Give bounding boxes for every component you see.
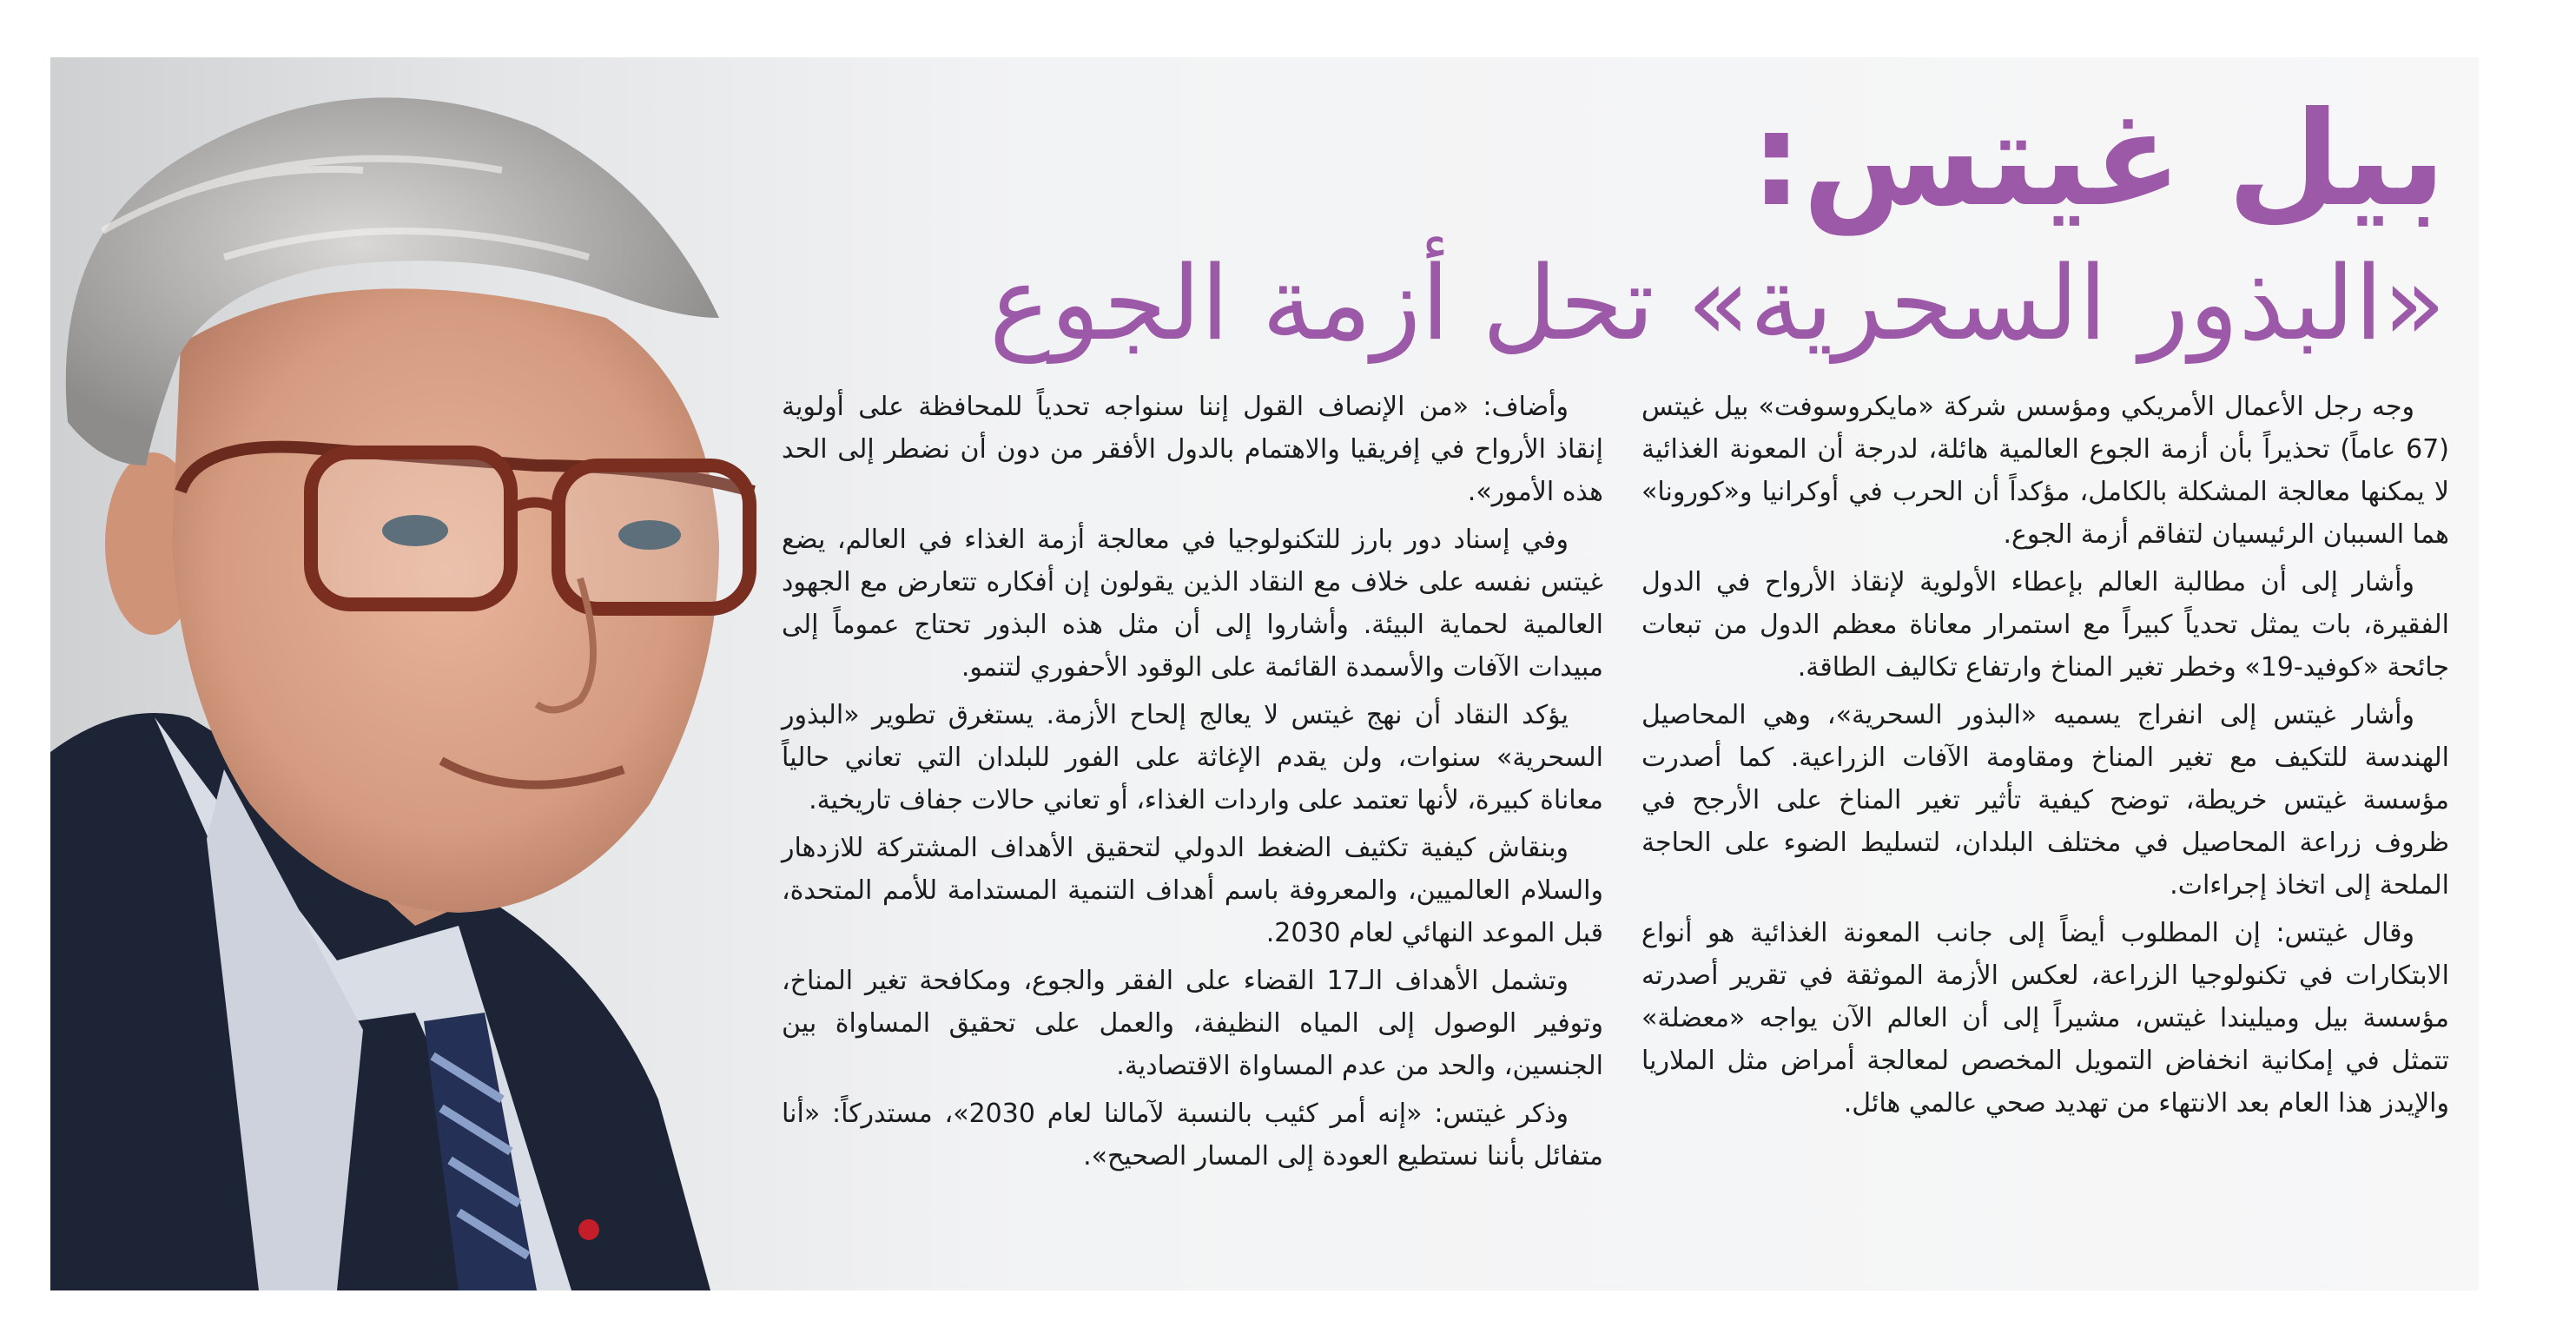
portrait-photo — [50, 57, 832, 1290]
paragraph: وقال غيتس: إن المطلوب أيضاً إلى جانب المعونة الغذائية هو أنواع الابتكارات في تكنولوجيا الزراعة، لعكس الأزمة الموثقة في تقرير أصدرته مؤسسة بيل وميليندا غيتس، مشيراً إلى أن العالم الآن يواجه «معضلة» تتمثل في إمكانية انخفاض التمويل المخصص لمعالجة أمراض مثل الملاريا والإيدز هذا العام بعد الانتهاء من تهديد صحي عالمي هائل. — [1641, 918, 2449, 1119]
headline-block — [796, 82, 2446, 368]
paragraph: وأشار إلى أن مطالبة العالم بإعطاء الأولوية لإنقاذ الأرواح في الدول الفقيرة، بات يمثل تحدياً كبيراً مع استمرار معاناة معظم الدول من تبعات جائحة «كوفيد-19» وخطر تغير المناخ وارتفاع تكاليف الطاقة. — [1641, 567, 2449, 683]
paragraph: يؤكد النقاد أن نهج غيتس لا يعالج إلحاح الأزمة. يستغرق تطوير «البذور السحرية» سنوات، ولن يقدم الإغاثة على الفور للبلدان التي تعاني حالياً معاناة كبيرة، لأنها تعتمد على واردات الغذاء، أو تعاني حالات جفاف تاريخية. — [782, 700, 1603, 815]
article-column-right — [1641, 386, 2449, 1130]
paragraph: وفي إسناد دور بارز للتكنولوجيا في معالجة أزمة الغذاء في العالم، يضع غيتس نفسه على خلاف مع النقاد الذين يقولون إن أفكاره تتعارض مع الجهود العالمية لحماية البيئة. وأشاروا إلى أن مثل هذه البذور تحتاج عموماً إلى مبيدات الآفات والأسمدة القائمة على الوقود الأحفوري لتنمو. — [782, 525, 1603, 683]
paragraph: وأضاف: «من الإنصاف القول إننا سنواجه تحدياً للمحافظة على أولوية إنقاذ الأرواح في إفريقيا والاهتمام بالدول الأفقر من دون أن نضطر إلى الحد هذه الأمور». — [782, 392, 1603, 507]
article-panel — [50, 57, 2479, 1290]
paragraph: وبنقاش كيفية تكثيف الضغط الدولي لتحقيق الأهداف المشتركة للازدهار والسلام العالميين، والمعروفة باسم أهداف التنمية المستدامة للأمم المتحدة، قبل الموعد النهائي لعام 2030. — [782, 833, 1603, 948]
paragraph: وأشار غيتس إلى انفراج يسميه «البذور السحرية»، وهي المحاصيل الهندسة للتكيف مع تغير المناخ ومقاومة الآفات الزراعية. كما أصدرت مؤسسة غيتس خريطة، توضح كيفية تأثير تغير المناخ على الأرجح في ظروف زراعة المحاصيل في مختلف البلدان، لتسليط الضوء على الحاجة الملحة إلى اتخاذ إجراءات. — [1641, 700, 2449, 901]
headline-subtitle: «البذور السحرية» تحل أزمة الجوع — [989, 243, 2446, 363]
article-column-left — [782, 386, 1603, 1183]
paragraph: وجه رجل الأعمال الأمريكي ومؤسس شركة «مايكروسوفت» بيل غيتس (67 عاماً) تحذيراً بأن أزمة الجوع العالمية هائلة، لدرجة أن المعونة الغذائية لا يمكنها معالجة المشكلة بالكامل، مؤكداً أن الحرب في أوكرانيا و«كورونا» هما السببان الرئيسيان لتفاقم أزمة الجوع. — [1641, 392, 2449, 550]
headline-title: بيل غيتس: — [1750, 84, 2446, 235]
paragraph: وتشمل الأهداف الـ17 القضاء على الفقر والجوع، ومكافحة تغير المناخ، وتوفير الوصول إلى المياه النظيفة، والعمل على تحقيق المساواة بين الجنسين، والحد من عدم المساواة الاقتصادية. — [782, 966, 1603, 1081]
paragraph: وذكر غيتس: «إنه أمر كئيب بالنسبة لآمالنا لعام 2030»، مستدركاً: «أنا متفائل بأننا نستطيع العودة إلى المسار الصحيح». — [782, 1099, 1603, 1172]
